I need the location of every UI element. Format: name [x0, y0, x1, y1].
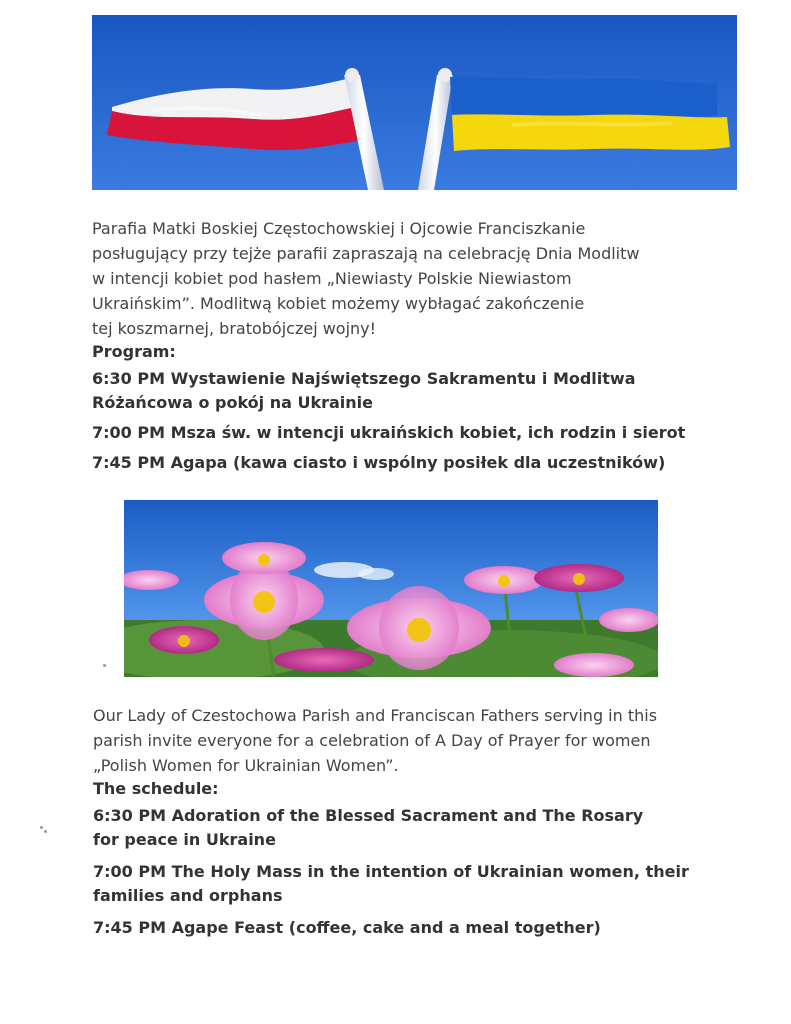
english-schedule-heading: The schedule:	[93, 779, 219, 798]
flower	[534, 564, 624, 592]
schedule-line: families and orphans	[93, 886, 283, 905]
polish-intro-line: w intencji kobiet pod hasłem „Niewiasty Polskie Niewiastom	[92, 269, 572, 288]
polish-schedule-item	[92, 421, 692, 445]
schedule-line: 7:00 PM Msza św. w intencji ukraińskich kobiet, ich rodzin i sierot	[92, 423, 686, 442]
polish-schedule-item	[92, 367, 692, 415]
schedule-line: 6:30 PM Wystawienie Najświętszego Sakramentu i Modlitwa	[92, 369, 636, 388]
polish-program-heading: Program:	[92, 342, 176, 361]
english-intro-line: Our Lady of Czestochowa Parish and Franciscan Fathers serving in this	[93, 706, 658, 725]
scan-speck	[44, 830, 47, 833]
schedule-line: 7:00 PM The Holy Mass in the intention of Ukrainian women, their	[93, 862, 689, 881]
polish-intro-line: Ukraińskim”. Modlitwą kobiet możemy wybłagać zakończenie	[92, 294, 585, 313]
schedule-line: 6:30 PM Adoration of the Blessed Sacrament and The Rosary	[93, 806, 644, 825]
schedule-line: 7:45 PM Agape Feast (coffee, cake and a meal together)	[93, 918, 601, 937]
flower	[222, 542, 306, 574]
flower	[464, 566, 544, 594]
scan-speck	[103, 664, 106, 667]
english-schedule-item	[93, 804, 713, 852]
polish-intro-line: tej koszmarnej, bratobójczej wojny!	[92, 319, 377, 338]
polish-schedule-item	[92, 451, 692, 475]
polish-intro	[92, 216, 692, 341]
english-section	[93, 703, 713, 940]
polish-intro-line: posługujący przy tejże parafii zapraszają na celebrację Dnia Modlitw	[92, 244, 640, 263]
polish-intro-line: Parafia Matki Boskiej Częstochowskiej i Ojcowie Franciszkanie	[92, 219, 586, 238]
english-schedule-item	[93, 860, 713, 908]
english-intro	[93, 703, 713, 778]
schedule-line: 7:45 PM Agapa (kawa ciasto i wspólny posiłek dla uczestników)	[92, 453, 666, 472]
polish-section	[92, 216, 692, 475]
flags-photo	[92, 15, 737, 190]
ukraine-flag	[450, 77, 730, 151]
cosmos-flowers-photo	[124, 500, 658, 677]
scan-speck	[40, 826, 43, 829]
english-intro-line: „Polish Women for Ukrainian Women”.	[93, 756, 399, 775]
schedule-line: Różańcowa o pokój na Ukrainie	[92, 393, 373, 412]
english-schedule-item	[93, 916, 713, 940]
schedule-line: for peace in Ukraine	[93, 830, 276, 849]
english-intro-line: parish invite everyone for a celebration of A Day of Prayer for women	[93, 731, 651, 750]
